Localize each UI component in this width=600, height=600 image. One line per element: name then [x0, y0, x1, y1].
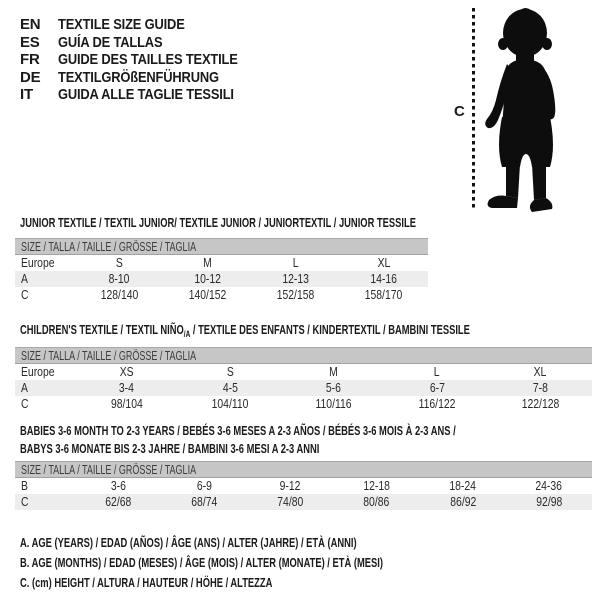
- value-cell: 3-4: [119, 380, 135, 395]
- value-cell: 4-5: [222, 380, 238, 395]
- height-measure-label: C: [454, 103, 465, 120]
- language-row: [20, 86, 267, 104]
- junior-table-title: JUNIOR TEXTILE / TEXTIL JUNIOR/ TEXTILE JUNIOR / JUNIORTEXTIL / JUNIOR TESSILE: [20, 215, 416, 230]
- size-cell: M: [203, 255, 212, 270]
- table-row-age: [15, 271, 428, 287]
- language-label: TEXTILE SIZE GUIDE: [58, 16, 185, 33]
- table-row-age: [15, 380, 592, 396]
- legend-line-a: A. AGE (YEARS) / EDAD (AÑOS) / ÂGE (ANS) / ALTER (JAHRE) / ETÀ (ANNI): [20, 535, 357, 550]
- value-cell: 9-12: [280, 478, 301, 493]
- babies-size-table: [15, 461, 592, 510]
- language-code: DE: [20, 68, 41, 86]
- row-label: A: [21, 380, 28, 395]
- value-cell: 8-10: [108, 271, 130, 286]
- table-row-height: [15, 287, 428, 303]
- value-cell: 12-18: [363, 478, 390, 493]
- babies-table-title: BABIES 3-6 MONTH TO 2-3 YEARS / BEBÉS 3-6 MESES A 2-3 AÑOS / BÉBÉS 3-6 MOIS À 2-3 ANS / BABYS 3-6 MONATE BIS 2-3 JAHRE / BAMBINI 3-6 MESI A 2-3 ANNI: [20, 423, 456, 456]
- value-cell: 24-36: [535, 478, 563, 493]
- value-cell: 158/170: [365, 287, 403, 302]
- value-cell: 128/140: [100, 287, 138, 302]
- language-label: TEXTILGRÖßENFÜHRUNG: [58, 68, 219, 86]
- measure-legend: [20, 533, 524, 593]
- size-cell: XS: [119, 364, 134, 379]
- value-cell: 18-24: [449, 478, 477, 493]
- value-cell: 86/92: [449, 494, 476, 509]
- table-row-sizes: [15, 255, 428, 271]
- value-cell: 5-6: [325, 380, 342, 395]
- language-list: [20, 16, 267, 104]
- value-cell: 140/152: [188, 287, 227, 302]
- table-row-height: [15, 494, 592, 510]
- table-row-age-months: [15, 478, 592, 494]
- value-cell: 122/128: [521, 396, 560, 411]
- value-cell: 3-6: [110, 478, 126, 493]
- size-header-bar: SIZE / TALLA / TAILLE / GRÖSSE / TAGLIA: [15, 461, 592, 478]
- legend-line-b: B. AGE (MONTHS) / EDAD (MESES) / ÂGE (MOIS) / ALTER (MONATE) / ETÀ (MESI): [20, 555, 383, 570]
- value-cell: 10-12: [194, 271, 221, 286]
- title-subscript: /A: [183, 329, 191, 339]
- language-row: [20, 51, 267, 69]
- region-label: Europe: [21, 364, 55, 379]
- row-label: C: [21, 494, 29, 509]
- value-cell: 14-16: [370, 271, 398, 286]
- legend-line-c: C. (cm) HEIGHT / ALTURA / HAUTEUR / HÖHE / ALTEZZA: [20, 575, 273, 590]
- children-table-title: CHILDREN'S TEXTILE / TEXTIL $NIÑO_{/A}$ / TEXTILE DES ENFANTS / KINDERTEXTIL / BAMBINI TESSILE: [20, 322, 470, 339]
- size-cell: M: [329, 364, 338, 379]
- value-cell: 116/122: [418, 396, 456, 411]
- value-cell: 7-8: [532, 380, 548, 395]
- value-cell: 98/104: [110, 396, 143, 411]
- row-label: C: [21, 396, 29, 411]
- value-cell: 12-13: [282, 271, 309, 286]
- value-cell: 80/86: [363, 494, 390, 509]
- language-row: [20, 69, 267, 87]
- size-header-bar: SIZE / TALLA / TAILLE / GRÖSSE / TAGLIA: [15, 238, 428, 255]
- value-cell: 110/116: [315, 396, 352, 411]
- size-cell: S: [226, 364, 234, 379]
- language-code: EN: [20, 16, 41, 33]
- size-header-bar: SIZE / TALLA / TAILLE / GRÖSSE / TAGLIA: [15, 347, 592, 364]
- language-code: IT: [20, 86, 33, 103]
- table-row-height: [15, 396, 592, 412]
- language-code: FR: [20, 51, 40, 68]
- row-label: B: [21, 478, 28, 493]
- height-measure-line: [472, 8, 475, 208]
- language-row: [20, 16, 267, 34]
- value-cell: 68/74: [191, 494, 218, 509]
- language-code: ES: [20, 33, 40, 51]
- children-size-table: [15, 347, 592, 412]
- junior-size-table: [15, 238, 428, 303]
- value-cell: 6-9: [196, 478, 212, 493]
- size-cell: L: [292, 255, 299, 270]
- toddler-silhouette-icon: [480, 2, 600, 217]
- language-label: GUÍA DE TALLAS: [58, 33, 163, 51]
- height-figure: [450, 2, 598, 216]
- value-cell: 104/110: [211, 396, 249, 411]
- size-cell: XL: [533, 364, 547, 379]
- language-label: GUIDA ALLE TAGLIE TESSILI: [58, 86, 234, 103]
- table-row-sizes: [15, 364, 592, 380]
- row-label: A: [21, 271, 28, 286]
- value-cell: 152/158: [276, 287, 315, 302]
- language-row: [20, 34, 267, 52]
- size-cell: XL: [377, 255, 391, 270]
- size-cell: S: [115, 255, 123, 270]
- row-label: C: [21, 287, 29, 302]
- value-cell: 6-7: [429, 380, 445, 395]
- region-label: Europe: [21, 255, 55, 270]
- value-cell: 62/68: [105, 494, 132, 509]
- value-cell: 74/80: [277, 494, 304, 509]
- size-cell: L: [434, 364, 440, 379]
- value-cell: 92/98: [535, 494, 562, 509]
- language-label: GUIDE DES TAILLES TEXTILE: [58, 51, 238, 68]
